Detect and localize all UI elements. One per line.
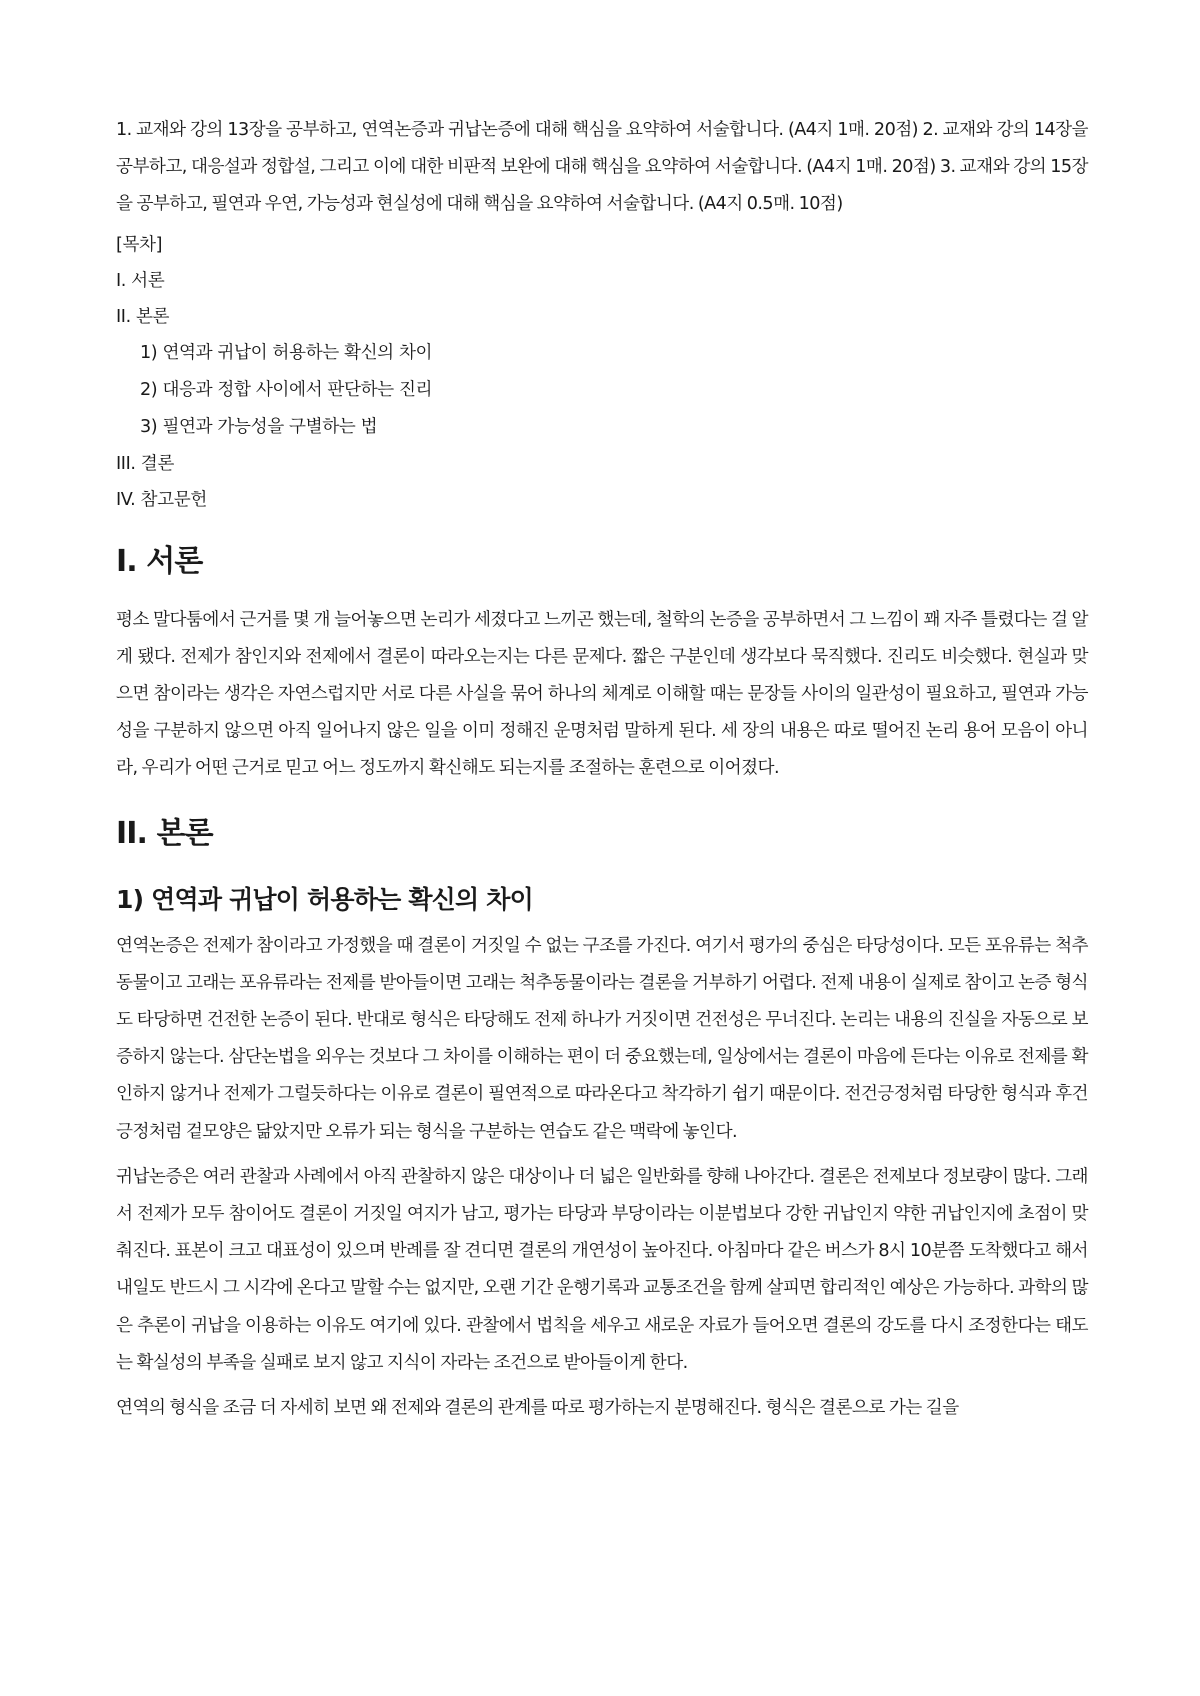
toc-item-conclusion: III. 결론 [116, 453, 174, 474]
toc-subitem-2: 2) 대응과 정합 사이에서 판단하는 진리 [140, 379, 433, 400]
table-of-contents [116, 232, 1088, 514]
section-1-paragraph-2: 귀납논증은 여러 관찰과 사례에서 아직 관찰하지 않은 대상이나 더 넓은 일반화를 향해 나아간다. 결론은 전제보다 정보량이 많다. 그래서 전제가 모두 참이어도 결론이 거짓일 여지가 남고, 평가는 타당과 부당이라는 이분법보다 강한 귀납인지 약한 귀납인지에 초점이 맞춰진다. 표본이 크고 대표성이 있으며 반례를 잘 견디면 결론의 개연성이 높아진다. 아침마다 같은 버스가 8시 10분쯤 도착했다고 해서 내일도 반드시 그 시각에 온다고 말할 수는 없지만, 오랜 기간 운행기록과 교통조건을 함께 살피면 합리적인 예상은 가능하다. 과학의 많은 추론이 귀납을 이용하는 이유도 여기에 있다. 관찰에서 법칙을 세우고 새로운 자료가 들어오면 결론의 강도를 다시 조정한다는 태도는 확실성의 부족을 실패로 보지 않고 지식이 자라는 조건으로 받아들이게 한다. [116, 1166, 1088, 1373]
toc-title: [목차] [116, 234, 163, 255]
body-heading: II. 본론 [116, 815, 213, 851]
toc-item-intro: I. 서론 [116, 270, 165, 291]
intro-heading: I. 서론 [116, 543, 203, 579]
section-1-paragraph-1: 연역논증은 전제가 참이라고 가정했을 때 결론이 거짓일 수 없는 구조를 가진다. 여기서 평가의 중심은 타당성이다. 모든 포유류는 척추동물이고 고래는 포유류라는 전제를 받아들이면 고래는 척추동물이라는 결론을 거부하기 어렵다. 전제 내용이 실제로 참이고 논증 형식도 타당하면 건전한 논증이 된다. 반대로 형식은 타당해도 전제 하나가 거짓이면 건전성은 무너진다. 논리는 내용의 진실을 자동으로 보증하지 않는다. 삼단논법을 외우는 것보다 그 차이를 이해하는 편이 더 중요했는데, 일상에서는 결론이 마음에 든다는 이유로 전제를 확인하지 않거나 전제가 그럴듯하다는 이유로 결론이 필연적으로 따라온다고 착각하기 쉽기 때문이다. 전건긍정처럼 타당한 형식과 후건긍정처럼 겉모양은 닮았지만 오류가 되는 형식을 구분하는 연습도 같은 맥락에 놓인다. [116, 935, 1089, 1142]
intro-paragraph: 평소 말다툼에서 근거를 몇 개 늘어놓으면 논리가 세졌다고 느끼곤 했는데, 철학의 논증을 공부하면서 그 느낌이 꽤 자주 틀렸다는 걸 알게 됐다. 전제가 참인지와 전제에서 결론이 따라오는지는 다른 문제다. 짧은 구분인데 생각보다 묵직했다. 진리도 비슷했다. 현실과 맞으면 참이라는 생각은 자연스럽지만 서로 다른 사실을 묶어 하나의 체계로 이해할 때는 문장들 사이의 일관성이 필요하고, 필연과 가능성을 구분하지 않으면 아직 일어나지 않은 일을 이미 정해진 운명처럼 말하게 된다. 세 장의 내용은 따로 떨어진 논리 용어 모음이 아니라, 우리가 어떤 근거로 믿고 어느 정도까지 확신해도 되는지를 조절하는 훈련으로 이어졌다. [116, 609, 1088, 779]
toc-subitem-1: 1) 연역과 귀납이 허용하는 확신의 차이 [140, 342, 433, 363]
toc-item-references: IV. 참고문헌 [116, 489, 207, 510]
section-1-paragraph-3: 연역의 형식을 조금 더 자세히 보면 왜 전제와 결론의 관계를 따로 평가하는지 분명해진다. 형식은 결론으로 가는 길을 [116, 1398, 959, 1419]
toc-subitem-3: 3) 필연과 가능성을 구별하는 법 [140, 416, 378, 437]
assignment-instructions: 1. 교재와 강의 13장을 공부하고, 연역논증과 귀납논증에 대해 핵심을 요약하여 서술합니다. (A4지 1매. 20점) 2. 교재와 강의 14장을 공부하고, 대응설과 정합설, 그리고 이에 대한 비판적 보완에 대해 핵심을 요약하여 서술합니다. (A4지 1매. 20점) 3. 교재와 강의 15장을 공부하고, 필연과 우연, 가능성과 현실성에 대해 핵심을 요약하여 서술합니다. (A4지 0.5매. 10점) [116, 120, 1088, 215]
toc-item-body: II. 본론 [116, 306, 170, 327]
section-1-heading: 1) 연역과 귀납이 허용하는 확신의 차이 [116, 884, 533, 914]
